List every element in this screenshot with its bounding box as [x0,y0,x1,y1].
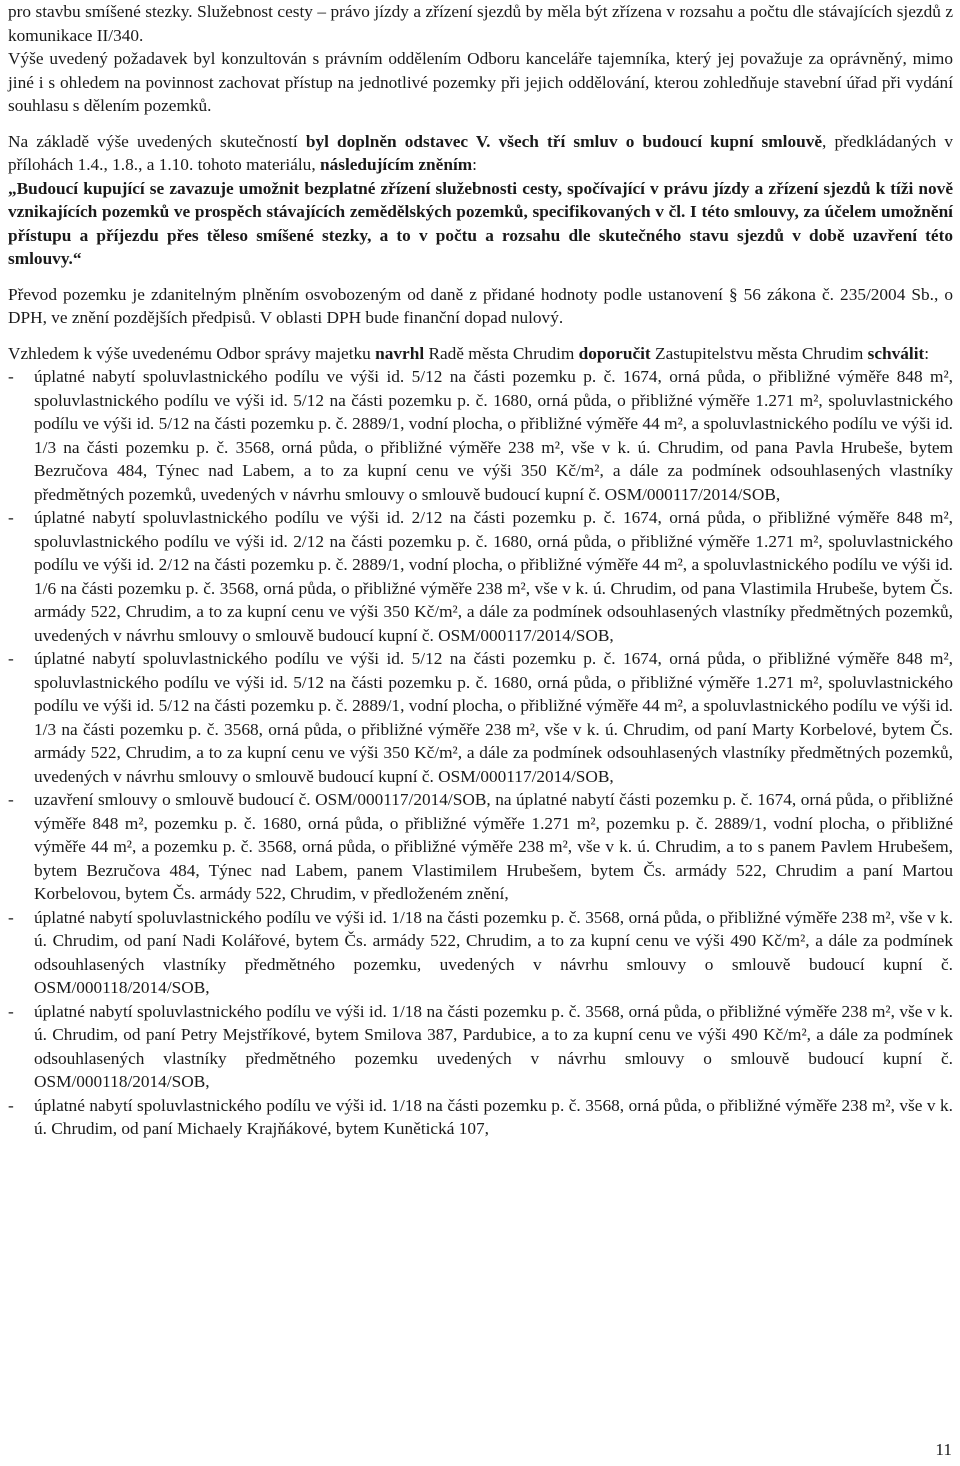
list-item: - úplatné nabytí spoluvlastnického podílu ve výši id. 5/12 na části pozemku p. č. 1674, orná půda, o přibližné výměře 848 m², spoluvlastnického podílu ve výši id. 5/12 na části pozemku p. č. 1680, orná půda, o přibližné výměře 1.271 m², spoluvlastnického podílu ve výši id. 5/12 na části pozemku p. č. 2889/1, vodní plocha, o přibližné výměře 44 m², a spoluvlastnického podílu ve výši id. 1/3 na části pozemku p. č. 3568, orná půda, o přibližné výměře 238 m², vše v k. ú. Chrudim, od paní Marty Korbelové, bytem Čs. armády 522, Chrudim, a to za kupní cenu ve výši 350 Kč/m², a dále za podmínek odsouhlasených vlastníky předmětných pozemků, uvedených v návrhu smlouvy o smlouvě budoucí kupní č. OSM/000117/2014/SOB, [8,649,953,786]
following-wording-emphasis: následujícím zněním [319,155,473,174]
paragraph-proposal: Vzhledem k výše uvedenému Odbor správy majetku navrhl Radě města Chrudim doporučit Zastupitelstvu města Chrudim schválit: [8,343,930,363]
list-dash: - [8,508,14,527]
list-dash: - [8,1001,14,1021]
list-dash: - [8,649,14,668]
paragraph-vat: Převod pozemku je zdanitelným plněním osvobozeným od daně z přidané hodnoty podle ustanovení § 56 zákona č. 235/2004 Sb., o DPH, ve znění pozdějších předpisů. V oblasti DPH bude finanční dopad nulový. [8,284,953,327]
list-dash: - [8,907,14,927]
page-number: 11 [935,1440,952,1459]
list-dash: - [8,367,14,386]
list-item: - úplatné nabytí spoluvlastnického podílu ve výši id. 1/18 na části pozemku p. č. 3568, orná půda, o přibližné výměře 238 m², vše v k. ú. Chrudim, od paní Nadi Kolářové, bytem Čs. armády 522, Chrudim, a to za kupní cenu ve výši 490 Kč/m², a dále za podmínek odsouhlasených vlastníky předmětného pozemku, uvedených v návrhu smlouvy o smlouvě budoucí kupní č. OSM/000118/2014/SOB, [8,907,953,997]
list-item: - úplatné nabytí spoluvlastnického podílu ve výši id. 1/18 na části pozemku p. č. 3568, orná půda, o přibližné výměře 238 m², vše v k. ú. Chrudim, od paní Michaely Krajňákové, bytem Kunětická 107, [8,1095,953,1138]
list-item: - úplatné nabytí spoluvlastnického podílu ve výši id. 5/12 na části pozemku p. č. 1674, orná půda, o přibližné výměře 848 m², spoluvlastnického podílu ve výši id. 5/12 na části pozemku p. č. 1680, orná půda, o přibližné výměře 1.271 m², spoluvlastnického podílu ve výši id. 5/12 na části pozemku p. č. 2889/1, vodní plocha, o přibližné výměře 44 m², a spoluvlastnického podílu ve výši id. 1/3 na části pozemku p. č. 3568, orná půda, o přibližné výměře 238 m², vše v k. ú. Chrudim, od pana Pavla Hrubeše, bytem Bezručova 484, Týnec nad Labem, a to za kupní cenu ve výši 350 Kč/m², a dále za podmínek odsouhlasených vlastníky předmětných pozemků, uvedených v návrhu smlouvy o smlouvě budoucí kupní č. OSM/000117/2014/SOB, [8,367,953,504]
amendment-emphasis: byl doplněn odstavec V. všech tří smluv o budoucí kupní smlouvě [305,131,823,151]
paragraph-intro: pro stavbu smíšené stezky. Služebnost cesty – právo jízdy a zřízení sjezdů by měla být zřízena v rozsahu a počtu dle stávajících sjezdů z komunikace II/340. [8,2,953,45]
list-item: - úplatné nabytí spoluvlastnického podílu ve výši id. 1/18 na části pozemku p. č. 3568, orná půda, o přibližné výměře 238 m², vše v k. ú. Chrudim, od paní Petry Mejstříkové, bytem Smilova 387, Pardubice, a to za kupní cenu ve výši 490 Kč/m², a dále za podmínek odsouhlasených vlastníky předmětného pozemku uvedených v návrhu smlouvy o smlouvě budoucí kupní č. OSM/000118/2014/SOB, [8,1001,953,1091]
paragraph-consultation: Výše uvedený požadavek byl konzultován s právním oddělením Odboru kanceláře tajemníka, který jej považuje za oprávněný, mimo jiné i s ohledem na povinnost zachovat přístup na jednotlivé pozemky při jejich oddělování, kterou zohledňuje stavební úřad při vydání souhlasu s dělením pozemků. [8,49,953,115]
list-item: - úplatné nabytí spoluvlastnického podílu ve výši id. 2/12 na části pozemku p. č. 1674, orná půda, o přibližné výměře 848 m², spoluvlastnického podílu ve výši id. 2/12 na části pozemku p. č. 1680, orná půda, o přibližné výměře 1.271 m², spoluvlastnického podílu ve výši id. 2/12 na části pozemku p. č. 2889/1, vodní plocha, o přibližné výměře 44 m², a spoluvlastnického podílu ve výši id. 1/6 na části pozemku p. č. 3568, orná půda, o přibližné výměře 238 m², vše v k. ú. Chrudim, od pana Vlastimila Hrubeše, bytem Čs. armády 522, Chrudim, a to za kupní cenu ve výši 350 Kč/m², a dále za podmínek odsouhlasených vlastníky předmětných pozemků, uvedených v návrhu smlouvy o smlouvě budoucí kupní č. OSM/000117/2014/SOB, [8,508,953,645]
list-dash: - [8,1095,14,1115]
list-item: - uzavření smlouvy o smlouvě budoucí č. OSM/000117/2014/SOB, na úplatné nabytí části pozemku p. č. 1674, orná půda, o přibližné výměře 848 m², pozemku p. č. 1680, orná půda, o přibližné výměře 1.271 m², pozemku p. č. 2889/1, vodní plocha, o přibližné výměře 44 m², a pozemku p. č. 3568, orná půda, o přibližné výměře 238 m², vše v k. ú. Chrudim, a to s panem Pavlem Hrubešem, bytem Bezručova 484, Týnec nad Labem, panem Vlastimilem Hrubešem, bytem Čs. armády 522, Chrudim a paní Martou Korbelovou, bytem Čs. armády 522, Chrudim, v předloženém znění, [8,790,953,903]
paragraph-amendment: Na základě výše uvedených skutečností byl doplněn odstavec V. všech tří smluv o budoucí kupní smlouvě, předkládaných v přílohách 1.4., 1.8., a 1.10. tohoto materiálu, následujícím zněním: [8,131,953,174]
document-page [8,0,953,1141]
amendment-quote: „Budoucí kupující se zavazuje umožnit bezplatné zřízení služebnosti cesty, spočívající v právu jízdy a zřízení sjezdů k tíži nově vznikajících pozemků ve prospěch stávajících zemědělských pozemků, specifikovaných v čl. I této smlouvy, za účelem umožnění přístupu a příjezdu přes těleso smíšené stezky, a to v počtu a rozsahu dle skutečného stavu sjezdů v době uzavření této smlouvy.“ [8,178,953,268]
list-dash: - [8,790,14,809]
